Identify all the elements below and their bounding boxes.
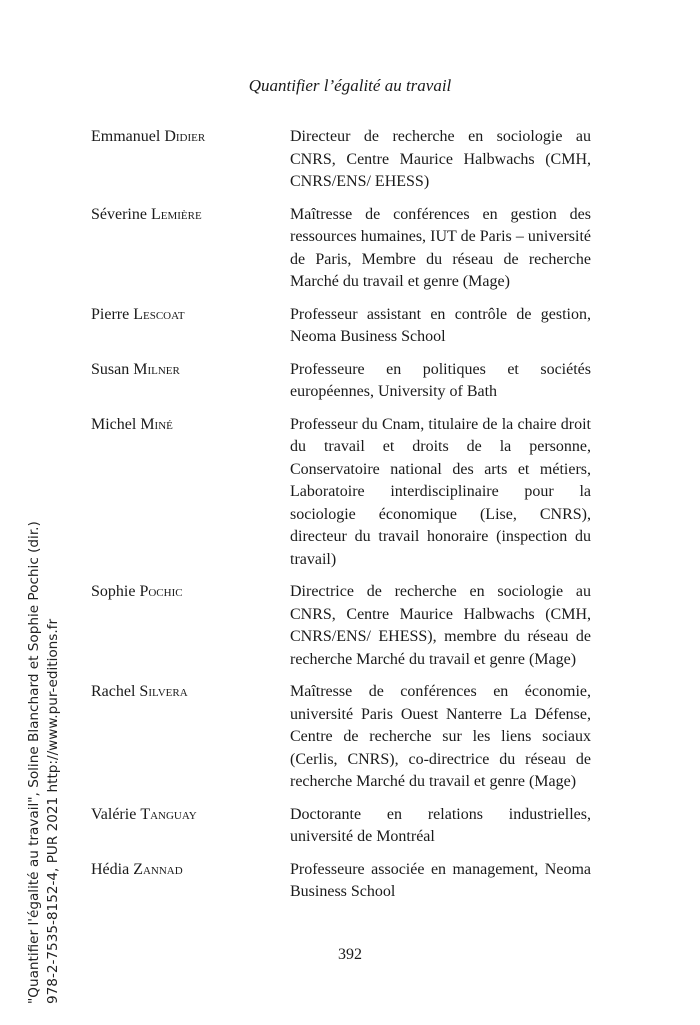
contributor-name [91,126,290,194]
contributor-affiliation: Professeur assistant en contrôle de gestion, Neoma Business School [290,305,591,345]
contributor-name [91,804,290,849]
list-item [91,859,591,904]
contributor-affiliation: Professeure associée en management, Neoma Business School [290,860,591,900]
contributor-affiliation: Directeur de recherche en sociologie au CNRS, Centre Maurice Halbwachs (CMH, CNRS/ENS/ EHESS) [290,128,591,190]
first-name: Hédia [91,860,130,878]
first-name: Rachel [91,683,136,700]
first-name: Susan [91,360,130,378]
first-name: Emmanuel [91,128,161,145]
contributor-affiliation: Directrice de recherche en sociologie au CNRS, Centre Maurice Halbwachs (CMH, CNRS/ENS/ EHESS), membre du réseau de recherche Marché du travail et genre (Mage) [290,583,591,668]
contributor-affiliation: Maîtresse de conférences en économie, université Paris Ouest Nanterre La Défense, Centre de recherche sur les liens sociaux (Cerlis, CNRS), co-directrice du réseau de recherche Marché du travail et genre (Mage) [290,683,591,790]
last-name: Lescoat [133,305,185,323]
list-item [91,581,591,671]
last-name: Pochic [139,583,183,600]
first-name: Séverine [91,205,147,223]
list-item [91,414,591,572]
last-name: Miné [140,415,173,433]
list-item [91,681,591,794]
contributor-name [91,414,290,572]
last-name: Zannad [133,860,183,878]
last-name: Tanguay [140,805,197,823]
contributor-name [91,681,290,794]
list-item [91,804,591,849]
contributor-affiliation: Professeur du Cnam, titulaire de la chaire droit du travail et droits de la personne, Conservatoire national des arts et métiers, Laboratoire interdisciplinaire pour la sociologie économique (Lise, CNRS), directeur du travail honoraire (inspection du travail) [290,415,591,568]
contributor-list [91,126,591,914]
first-name: Pierre [91,305,130,323]
contributor-affiliation: Doctorante en relations industrielles, université de Montréal [290,805,591,845]
first-name: Michel [91,415,137,433]
page-number: 392 [338,946,362,963]
contributor-name [91,304,290,349]
list-item [91,359,591,404]
contributor-affiliation: Professeure en politiques et sociétés européennes, University of Bath [290,360,591,400]
last-name: Silvera [139,683,188,700]
contributor-affiliation: Maîtresse de conférences en gestion des ressources humaines, IUT de Paris – université de Paris, Membre du réseau de recherche Marché du travail et genre (Mage) [290,205,591,290]
side-notice-line-1: "Quantifier l'égalité au travail", Soline Blanchard et Sophie Pochic (dir.) [26,521,42,1004]
last-name: Didier [164,128,206,145]
first-name: Sophie [91,583,136,600]
list-item [91,304,591,349]
contributor-name [91,359,290,404]
last-name: Lemière [150,205,202,223]
last-name: Milner [133,360,180,378]
first-name: Valérie [91,805,137,823]
side-notice-line-2: 978-2-7535-8152-4, PUR 2021 http://www.pur-editions.fr [45,618,61,1004]
list-item [91,126,591,194]
contributor-name [91,204,290,294]
contributor-name [91,581,290,671]
list-item [91,204,591,294]
running-title: Quantifier l’égalité au travail [248,76,452,95]
contributor-name [91,859,290,904]
side-copyright-notice [25,521,63,1004]
